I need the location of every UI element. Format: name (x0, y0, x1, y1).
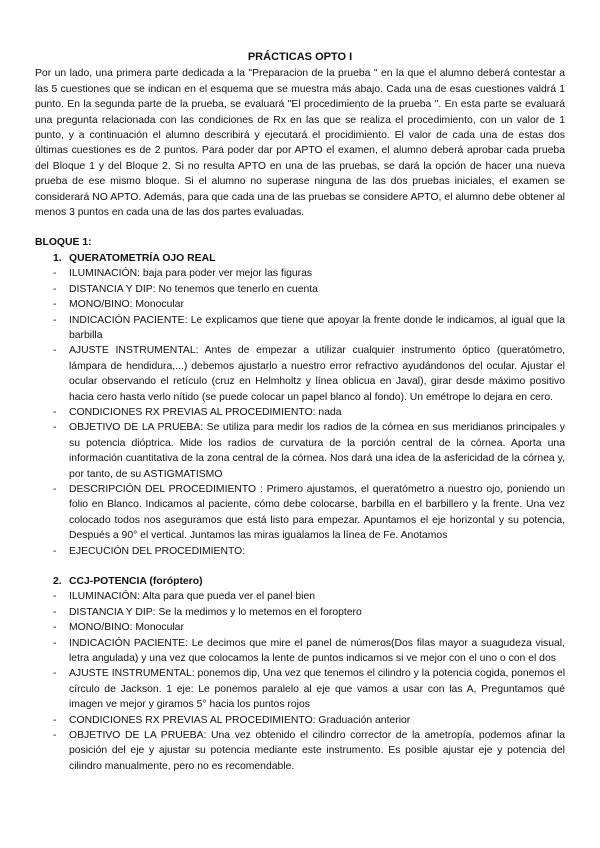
section-number: 1. (53, 252, 62, 264)
list-item (35, 620, 565, 635)
list-item-text: AJUSTE INSTRUMENTAL: ponemos dip, Una vez que tenemos el cilindro y la potencia cogida, ponemos el círculo de Jackson. 1 eje: Le ponemos paralelo al eje que vamos a usar con las A, Preguntamos qué imagen ve mejor y giramos 5° hacia los puntos rojos (69, 668, 565, 711)
list-item (35, 405, 565, 420)
list-item-text: EJECUCIÓN DEL PROCEDIMIENTO: (69, 545, 246, 557)
section-item-list (35, 589, 565, 774)
list-item (35, 666, 565, 712)
dash-bullet: - (53, 483, 57, 495)
list-item-text: OBJETIVO DE LA PRUEBA: Una vez obtenido el cilindro corrector de la ametropía, podemos afinar la posición del eje y ajustar su potencia mediante este instrumento. Es posible ajustar eje y potencia del cilindro manualmente, pero no es recomendable. (69, 730, 565, 772)
list-item-text: MONO/BINO: Monocular (69, 299, 184, 311)
list-item (35, 420, 565, 482)
section-number: 2. (53, 576, 62, 587)
dash-bullet: - (53, 314, 57, 326)
dash-bullet: - (53, 268, 57, 280)
section-ccj-potencia (35, 574, 565, 774)
block1-heading: BLOQUE 1: (35, 237, 92, 249)
list-item-text: ILUMINACIÓN: Alta para que pueda ver el panel bien (69, 591, 316, 603)
dash-bullet: - (53, 730, 57, 742)
section-queratometria (35, 251, 565, 559)
list-item (35, 482, 565, 544)
section-item-list (35, 266, 565, 559)
dash-bullet: - (53, 299, 57, 311)
dash-bullet: - (53, 714, 57, 726)
dash-bullet: - (53, 668, 57, 680)
dash-bullet: - (53, 345, 57, 357)
dash-bullet: - (53, 591, 57, 603)
section-title-text: CCJ-POTENCIA (foróptero) (69, 576, 203, 587)
list-item (35, 589, 565, 604)
list-item (35, 343, 565, 405)
list-item (35, 313, 565, 344)
list-item (35, 282, 565, 297)
list-item (35, 605, 565, 620)
list-item-text: DESCRIPCIÓN DEL PROCEDIMIENTO : Primero ajustamos, el queratómetro a nuestro ojo, poniendo un folio en Blanco. Indicamos al paciente, cómo debe colocarse, barbilla en el barbillero y la frente. Una vez colocado todos nos aseguramos que está listo para empezar. Apuntamos el eje horizontal y su potencia, Después a 90° el vertical. Juntamos las miras igualamos la línea de Fe. Anotamos (69, 483, 565, 542)
dash-bullet: - (53, 545, 57, 557)
list-item (35, 728, 565, 774)
document-title: PRÁCTICAS OPTO I (247, 51, 353, 63)
list-item-text: INDICACIÓN PACIENTE: Le decimos que mire el panel de números(Dos filas mayor a suagudeza visual, letra angulada) y una vez que colocamos la lente de puntos indicamos si ve mejor con el uno o con el dos (69, 637, 565, 665)
dash-bullet: - (53, 606, 57, 618)
list-item-text: OBJETIVO DE LA PRUEBA: Se utiliza para medir los radios de la córnea en sus meridianos principales y su potencia dióptrica. Mide los radios de curvatura de la porción central de la córnea. Aporta una información cuantitativa de la zona central de la córnea. Nos dará una idea de la asfericidad de la córnea y, por tanto, de su ASTIGMATISMO (69, 422, 565, 480)
list-item (35, 544, 565, 559)
list-item (35, 636, 565, 667)
intro-paragraph: Por un lado, una primera parte dedicada a la "Preparacion de la prueba " en la que el alumno deberá contestar a las 5 cuestiones que se indican en el esquema que se muestra más abajo. Cada una de esas cuestiones valdrá 1 punto. En la segunda parte de la prueba, se evaluará "El procedimiento de la prueba ". En esta parte se evaluará una pregunta relacionada con las condiciones de Rx en las que se realiza el procedimiento, con un valor de 1 punto, y a continuación el alumno describirá y ejecutará el procidimiento. El valor de cada una de estas dos últimas cuestiones es de 2 puntos. Para poder dar por APTO el examen, el alumno deberá aprobar cada prueba del Bloque 1 y del Bloque 2. Si no resulta APTO en una de las pruebas, se dará la opción de hacer una nueva prueba de ese mismo bloque. Si el alumno no superase ninguna de las dos pruebas iniciales, el examen se considerará NO APTO. Además, para que cada una de las pruebas se considere APTO, el alumno debe obtener al menos 3 puntos en cada una de las dos partes evaluadas. (35, 68, 565, 219)
dash-bullet: - (53, 422, 57, 434)
section-title-text: QUERATOMETRÍA OJO REAL (69, 252, 216, 264)
list-item-text: DISTANCIA Y DIP: No tenemos que tenerlo en cuenta (69, 283, 318, 295)
list-item-text: DISTANCIA Y DIP: Se la medimos y lo metemos en el foroptero (69, 606, 362, 618)
dash-bullet: - (53, 406, 57, 418)
list-item-text: CONDICIONES RX PREVIAS AL PROCEDIMIENTO: Graduación anterior (69, 714, 411, 726)
list-item-text: ILUMINACIÓN: baja para poder ver mejor las figuras (69, 268, 313, 280)
section-spacer (35, 559, 565, 574)
dash-bullet: - (53, 622, 57, 634)
list-item (35, 297, 565, 312)
list-item-text: INDICACIÓN PACIENTE: Le explicamos que tiene que apoyar la frente donde le indicamos, al igual que la barbilla (69, 314, 565, 341)
section-title (53, 574, 565, 589)
list-item (35, 266, 565, 281)
list-item-text: AJUSTE INSTRUMENTAL: Antes de empezar a utilizar cualquier instrumento óptico (queratómetro, lámpara de hendidura,...) debemos ajustarlo a nuestro error refractivo ayudándonos del ocular. Ajustar el ocular observando el retículo (cruz en Helmholtz y línea oblicua en Javal), girar desde máximo positivo hacia cero hasta verlo nítido (se puede colocar un papel blanco al fondo). Un emétrope lo dejara en cero. (69, 345, 565, 403)
section-title (53, 251, 565, 266)
list-item (35, 713, 565, 728)
list-item-text: CONDICIONES RX PREVIAS AL PROCEDIMIENTO: nada (69, 406, 342, 418)
dash-bullet: - (53, 637, 57, 649)
dash-bullet: - (53, 283, 57, 295)
list-item-text: MONO/BINO: Monocular (69, 622, 184, 634)
